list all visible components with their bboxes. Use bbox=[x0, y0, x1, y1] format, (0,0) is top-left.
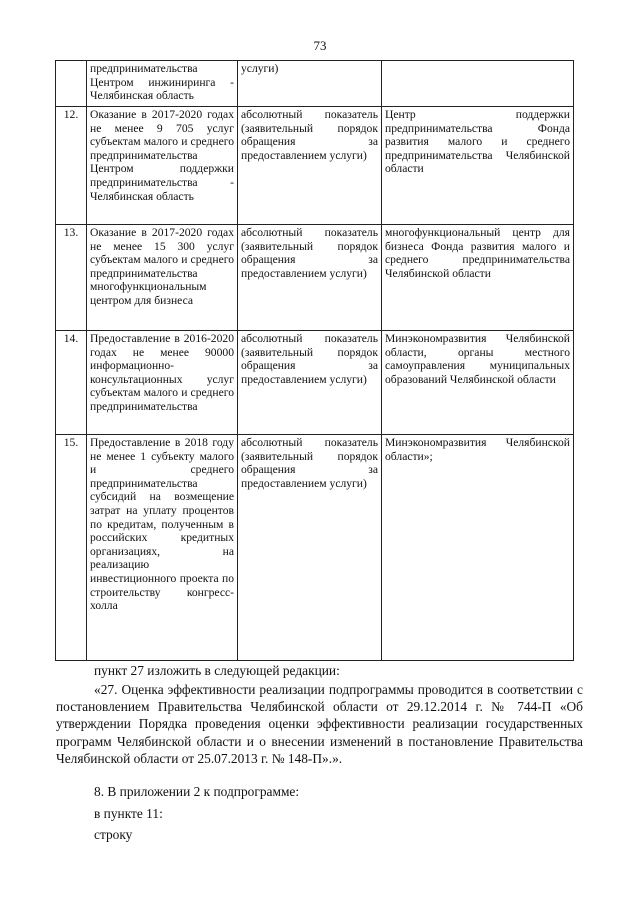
paragraph-line: строку bbox=[94, 827, 133, 842]
row-indicator: услуги) bbox=[238, 61, 382, 107]
row-responsible bbox=[382, 61, 574, 107]
row-number: 15. bbox=[56, 435, 87, 661]
row-indicator: абсолютный показатель (заявительный порядок обращения за предоставлением услуги) bbox=[238, 225, 382, 331]
table-row bbox=[56, 61, 574, 107]
row-responsible: Минэкономразвития Челябинской области»; bbox=[382, 435, 574, 661]
row-description: Предоставление в 2018 году не менее 1 субъекту малого и среднего предпринимательства субсидий на возмещение затрат на уплату процентов по кредитам, полученным в российских кредитных организациях, на реализацию инвестиционного проекта по строительству конгресс-холла bbox=[87, 435, 238, 661]
row-number: 12. bbox=[56, 107, 87, 225]
measures-table bbox=[55, 60, 574, 661]
paragraph-clause-27-text: «27. Оценка эффективности реализации подпрограммы проводится в соответствии с постановлением Правительства Челябинской области от 29.12.2014 г. № 744-П «Об утверждении Порядка проведения оценки эффективности реализации государственных программ Челябинской области и о внесении изменений в постановление Правительства Челябинской области от 25.07.2013 г. № 148-П».». bbox=[56, 682, 583, 766]
row-indicator: абсолютный показатель (заявительный порядок обращения за предоставлением услуги) bbox=[238, 107, 382, 225]
paragraph-point-11: в пункте 11: bbox=[94, 806, 163, 821]
paragraph-clause-27-intro: пункт 27 изложить в следующей редакции: bbox=[94, 663, 340, 678]
row-number bbox=[56, 61, 87, 107]
table-row bbox=[56, 331, 574, 435]
row-indicator: абсолютный показатель (заявительный порядок обращения за предоставлением услуги) bbox=[238, 435, 382, 661]
row-description: предпринимательства Центром инжиниринга - Челябинская область bbox=[87, 61, 238, 107]
row-responsible: Центр поддержки предпринимательства Фонда развития малого и среднего предпринимательства Челябинской области bbox=[382, 107, 574, 225]
row-description: Оказание в 2017-2020 годах не менее 9 705 услуг субъектам малого и среднего предпринимательства Центром поддержки предпринимательства - Челябинская область bbox=[87, 107, 238, 225]
row-number: 13. bbox=[56, 225, 87, 331]
row-responsible: Минэкономразвития Челябинской области, органы местного самоуправления муниципальных образований Челябинской области bbox=[382, 331, 574, 435]
table-row bbox=[56, 107, 574, 225]
row-description: Оказание в 2017-2020 годах не менее 15 300 услуг субъектам малого и среднего предпринимательства многофункциональным центром для бизнеса bbox=[87, 225, 238, 331]
page-number: 73 bbox=[313, 38, 327, 53]
table-row bbox=[56, 225, 574, 331]
row-description: Предоставление в 2016-2020 годах не менее 90000 информационно-консультационных услуг субъектам малого и среднего предпринимательства bbox=[87, 331, 238, 435]
row-indicator: абсолютный показатель (заявительный порядок обращения за предоставлением услуги) bbox=[238, 331, 382, 435]
paragraph-item-8: 8. В приложении 2 к подпрограмме: bbox=[94, 784, 300, 799]
row-number: 14. bbox=[56, 331, 87, 435]
row-responsible: многофункциональный центр для бизнеса Фонда развития малого и среднего предпринимательства Челябинской области bbox=[382, 225, 574, 331]
table-row bbox=[56, 435, 574, 661]
